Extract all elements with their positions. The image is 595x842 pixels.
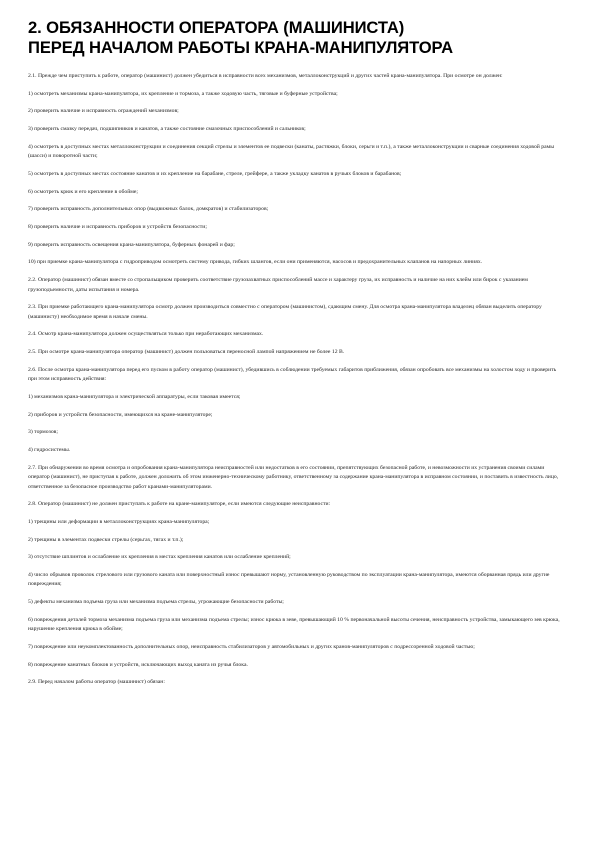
list-item: 2) приборов и устройств безопасности, имеющихся на кране-манипуляторе; [28,411,213,418]
list-item: 3) отсутствие шплинтов и ослабление их крепления в местах крепления канатов или ослабление креплений; [28,554,291,561]
list-item: 3) проверить смазку передач, подшипников и канатов, а также состояние смазочных приспособлений и сальников; [28,126,306,133]
list-item: 10) при приемке крана-манипулятора с гидроприводом осмотреть систему привода, гибких шлангов, если они применяются, насосов и предохранительных клапанов на напорных линиях. [28,259,483,266]
list-item: 1) осмотреть механизмы крана-манипулятора, их крепление и тормоза, а также ходовую часть, тяговые и буферные устройства; [28,90,338,97]
paragraph-2-2: 2.2. Оператор (машинист) обязан вместе со стропальщиком проверить соответствие грузозахватных приспособлений массе и характеру груза, их исправность и наличие на них клейм или бирок с указанием грузоподъемности, даты испытания и номера. [28,277,528,293]
list-item: 1) механизмов крана-манипулятора и электрической аппаратуры, если таковая имеется; [28,393,241,400]
list-item: 7) проверить исправность дополнительных опор (выдвижных балок, домкратов) и стабилизаторов; [28,206,269,213]
list-item: 8) проверить наличие и исправность приборов и устройств безопасности; [28,224,207,231]
list-item: 1) трещины или деформации в металлоконструкциях крана-манипулятора; [28,518,210,525]
title-line-2: ПЕРЕД НАЧАЛОМ РАБОТЫ КРАНА-МАНИПУЛЯТОРА [28,38,453,57]
paragraph-2-6: 2.6. После осмотра крана-манипулятора перед его пуском в работу оператор (машинист), убедившись в соблюдении требуемых габаритов приближения, обязан опробовать все механизмы на холостом ходу и проверить при этом исправность действия: [28,366,557,383]
list-item: 4) гидросистемы. [28,446,71,453]
paragraph-2-4: 2.4. Осмотр крана-манипулятора должен осуществляться только при неработающих механизмах. [28,331,264,338]
title-line-1: 2. ОБЯЗАННОСТИ ОПЕРАТОРА (МАШИНИСТА) [28,18,405,37]
list-item: 3) тормозов; [28,429,58,436]
list-item: 6) повреждения деталей тормоза механизма подъема груза или механизма подъема стрелы; износ крюка в зеве, превышающий 10 % первоначальной высоты сечения, неисправность устройства, замыкающего зев крюка, нарушение крепления крюка в обойме; [28,616,560,633]
page-title [28,18,568,58]
list-item: 4) число обрывов проволок стрелового или грузового каната или поверхностный износ превышают норму, установленную руководством по эксплуатации крана-манипулятора, имеются оборванная прядь или другие повреждения; [28,572,550,588]
paragraph-2-1: 2.1. Прежде чем приступить к работе, оператор (машинист) должен убедиться в исправности всех механизмов, металлоконструкций и других частей крана-манипулятора. При осмотре он должен: [28,73,503,79]
list-item: 7) повреждение или неукомплектованность дополнительных опор, неисправность стабилизаторов у автомобильных и других кранов-манипуляторов с подрессоренной ходовой частью; [28,643,475,650]
list-item: 5) дефекты механизма подъема груза или механизма подъема стрелы, угрожающие безопасности работы; [28,599,284,606]
document-body [28,72,566,696]
paragraph-2-3: 2.3. При приемке работающего крана-манипулятора осмотр должен производиться совместно с оператором (машинистом), сдающим смену. Для осмотра крана-манипулятора владелец обязан выделить оператору (машинисту) необходимое время в начале смены. [28,304,542,320]
list-item: 9) проверить исправность освещения крана-манипулятора, буферных фонарей и фар; [28,241,235,248]
paragraph-2-8: 2.8. Оператор (машинист) не должен приступать к работе на кране-манипуляторе, если имеются следующие неисправности: [28,501,331,508]
list-item: 8) повреждение канатных блоков и устройств, исключающих выход каната из ручья блока. [28,661,248,668]
paragraph-2-5: 2.5. При осмотре крана-манипулятора оператор (машинист) должен пользоваться переносной лампой напряжением не более 12 В. [28,349,345,356]
paragraph-2-9: 2.9. Перед началом работы оператор (машинист) обязан: [28,679,165,686]
list-item: 5) осмотреть в доступных местах состояние канатов и их крепление на барабане, стреле, грейфере, а также укладку канатов в ручьях блоков и барабанов; [28,170,402,177]
list-item: 6) осмотреть крюк и его крепление в обойме; [28,188,138,195]
list-item: 2) проверить наличие и исправность ограждений механизмов; [28,108,179,115]
paragraph-2-7: 2.7. При обнаружении во время осмотра и опробования крана-манипулятора неисправностей или недостатков в его состоянии, препятствующих безопасной работе, и невозможности их устранения своими силами оператор (машинист), не приступая к работе, должен доложить об этом инженерно-техническому работнику, ответственному за содержание крана-манипулятора в исправном состоянии, и поставить в известность лицо, ответственное за безопасное производство работ кранами-манипуляторами. [28,464,559,490]
list-item: 4) осмотреть в доступных местах металлоконструкции и соединения секций стрелы и элементов ее подвески (канаты, растяжки, блоки, серьги и т.п.), а также металлоконструкции и сварные соединения ходовой рамы (шасси) и поворотной части; [28,143,555,160]
list-item: 2) трещины в элементах подвески стрелы (серьгах, тягах и т.п.); [28,536,184,543]
